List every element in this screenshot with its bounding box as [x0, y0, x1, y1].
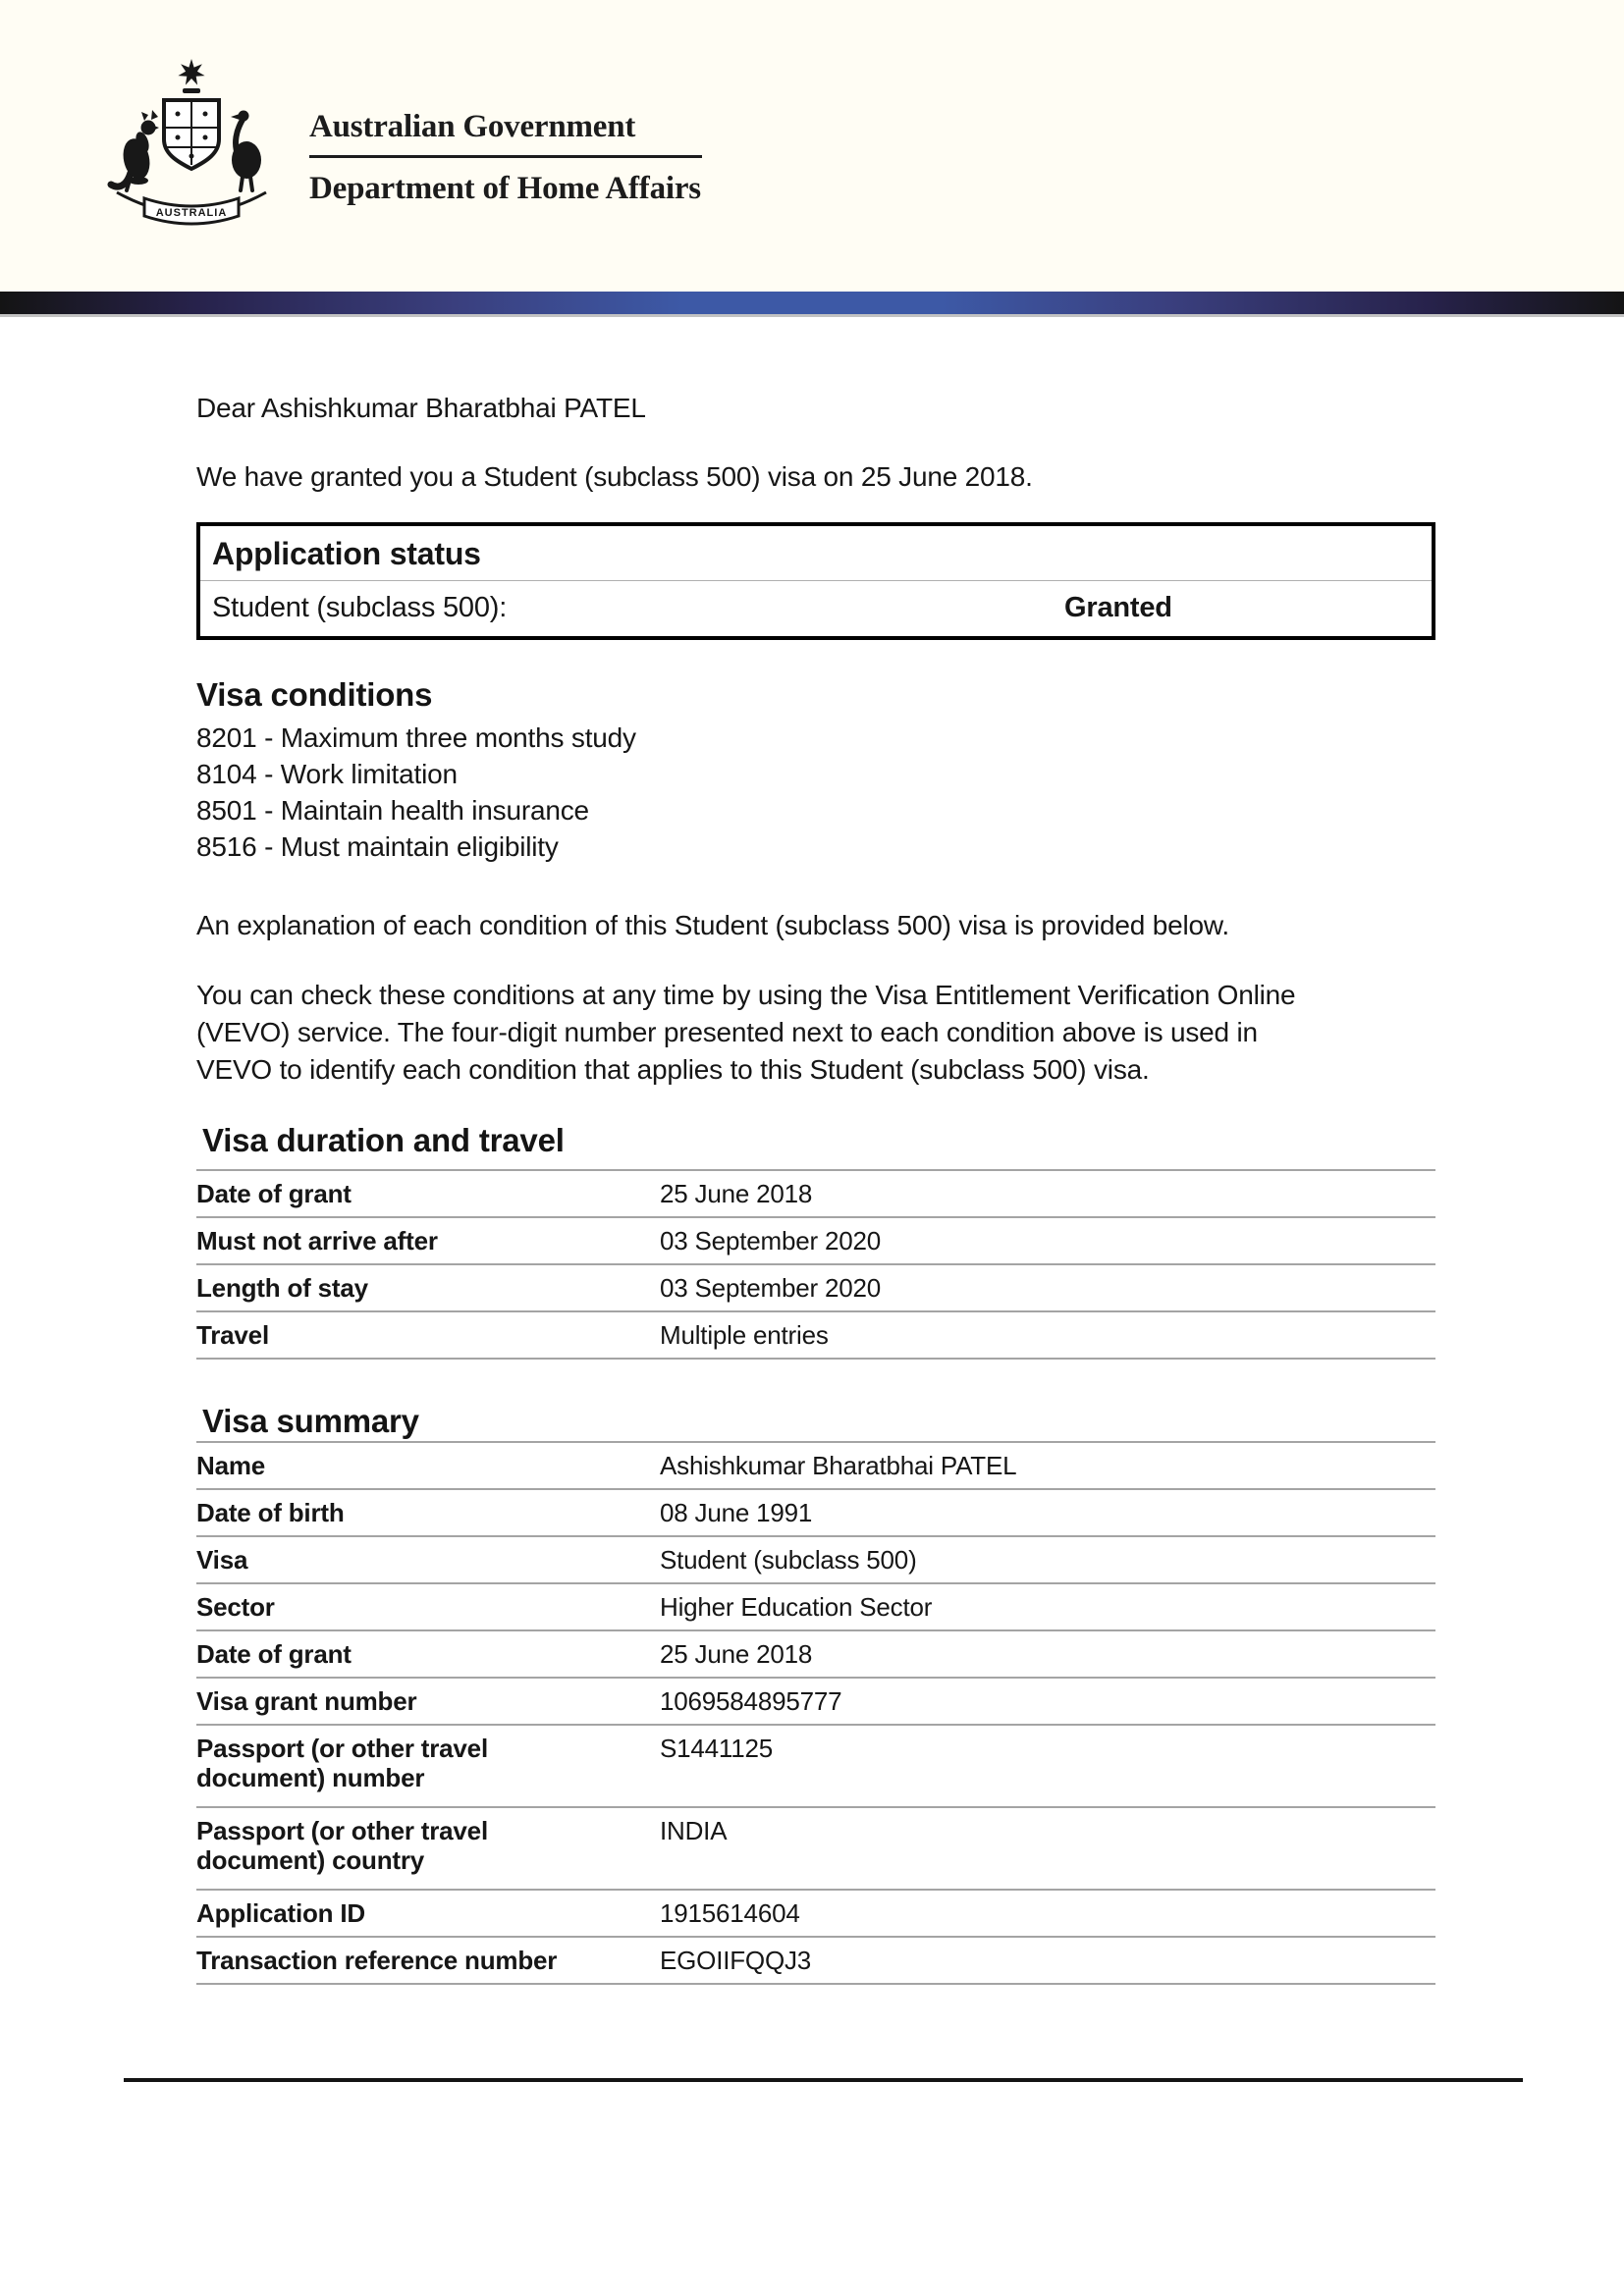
- visa-duration-table: [196, 1169, 1435, 1360]
- visa-conditions-list: [196, 720, 1435, 865]
- visa-summary-table: [196, 1441, 1435, 1985]
- table-row: [196, 1488, 1435, 1535]
- crest-star: [178, 59, 204, 85]
- letterhead-divider: [309, 155, 702, 158]
- row-label: Must not arrive after: [196, 1226, 438, 1255]
- table-row: [196, 1724, 1435, 1806]
- row-value: S1441125: [660, 1734, 774, 1763]
- letterhead: [0, 0, 1624, 292]
- vevo-line: VEVO to identify each condition that applies to this Student (subclass 500) visa.: [196, 1054, 1150, 1085]
- table-row: [196, 1629, 1435, 1677]
- row-value: 25 June 2018: [660, 1639, 813, 1669]
- status-value: Granted: [1064, 592, 1172, 623]
- salutation: Dear Ashishkumar Bharatbhai PATEL: [196, 393, 646, 423]
- row-value: Ashishkumar Bharatbhai PATEL: [660, 1451, 1017, 1480]
- header-gradient-bar: [0, 292, 1624, 317]
- condition-item: 8201 - Maximum three months study: [196, 722, 636, 753]
- table-row: [196, 1582, 1435, 1629]
- row-label: Sector: [196, 1592, 275, 1622]
- row-value: 03 September 2020: [660, 1273, 881, 1303]
- row-label: Transaction reference number: [196, 1946, 558, 1975]
- condition-item: 8516 - Must maintain eligibility: [196, 831, 559, 862]
- closing-rule: [124, 2078, 1523, 2082]
- row-value: 03 September 2020: [660, 1226, 881, 1255]
- table-row: [196, 1936, 1435, 1983]
- row-value: Higher Education Sector: [660, 1592, 933, 1622]
- row-label: Length of stay: [196, 1273, 368, 1303]
- row-value: 08 June 1991: [660, 1498, 813, 1527]
- row-label: Application ID: [196, 1898, 365, 1928]
- table-row: [196, 1889, 1435, 1936]
- row-label: Travel: [196, 1320, 269, 1350]
- table-row: [196, 1677, 1435, 1724]
- table-row: [196, 1441, 1435, 1488]
- crest-banner-text: AUSTRALIA: [155, 207, 228, 219]
- letterhead-titles: [309, 108, 702, 207]
- vevo-paragraph: [196, 977, 1435, 1089]
- table-row: [196, 1806, 1435, 1889]
- row-label: Passport (or other travel document) country: [196, 1816, 488, 1875]
- row-value: Student (subclass 500): [660, 1545, 917, 1575]
- letter-body: [196, 392, 1435, 2082]
- government-title: Australian Government: [309, 109, 636, 144]
- row-value: 1069584895777: [660, 1686, 842, 1716]
- table-row: [196, 1216, 1435, 1263]
- row-value: EGOIIFQQJ3: [660, 1946, 812, 1975]
- row-label: Date of grant: [196, 1639, 352, 1669]
- application-status-row: [200, 581, 1432, 636]
- row-label: Date of grant: [196, 1179, 352, 1208]
- grant-statement: We have granted you a Student (subclass 500) visa on 25 June 2018.: [196, 461, 1033, 492]
- table-row: [196, 1169, 1435, 1216]
- row-label: Visa: [196, 1545, 248, 1575]
- condition-item: 8501 - Maintain health insurance: [196, 795, 589, 826]
- row-label: Visa grant number: [196, 1686, 417, 1716]
- table-row: [196, 1535, 1435, 1582]
- row-value: Multiple entries: [660, 1320, 829, 1350]
- status-visa-label: Student (subclass 500):: [212, 592, 508, 623]
- condition-item: 8104 - Work limitation: [196, 759, 458, 789]
- vevo-line: You can check these conditions at any time by using the Visa Entitlement Verification Online: [196, 980, 1296, 1010]
- application-status-box: [196, 522, 1435, 640]
- table-row: [196, 1263, 1435, 1310]
- row-label: Passport (or other travel document) number: [196, 1734, 488, 1792]
- row-value: 25 June 2018: [660, 1179, 813, 1208]
- australian-coat-of-arms-icon: [93, 49, 290, 240]
- row-label: Date of birth: [196, 1498, 345, 1527]
- visa-summary-heading: Visa summary: [202, 1403, 419, 1439]
- row-label: Name: [196, 1451, 266, 1480]
- application-status-title: Application status: [200, 526, 1432, 581]
- visa-duration-heading: Visa duration and travel: [202, 1122, 565, 1158]
- row-value: 1915614604: [660, 1898, 800, 1928]
- visa-conditions-heading: Visa conditions: [196, 676, 433, 713]
- vevo-line: (VEVO) service. The four-digit number presented next to each condition above is used in: [196, 1017, 1258, 1047]
- table-row: [196, 1310, 1435, 1358]
- department-title: Department of Home Affairs: [309, 171, 701, 206]
- row-value: INDIA: [660, 1816, 728, 1845]
- conditions-explanation: An explanation of each condition of this Student (subclass 500) visa is provided below.: [196, 910, 1229, 940]
